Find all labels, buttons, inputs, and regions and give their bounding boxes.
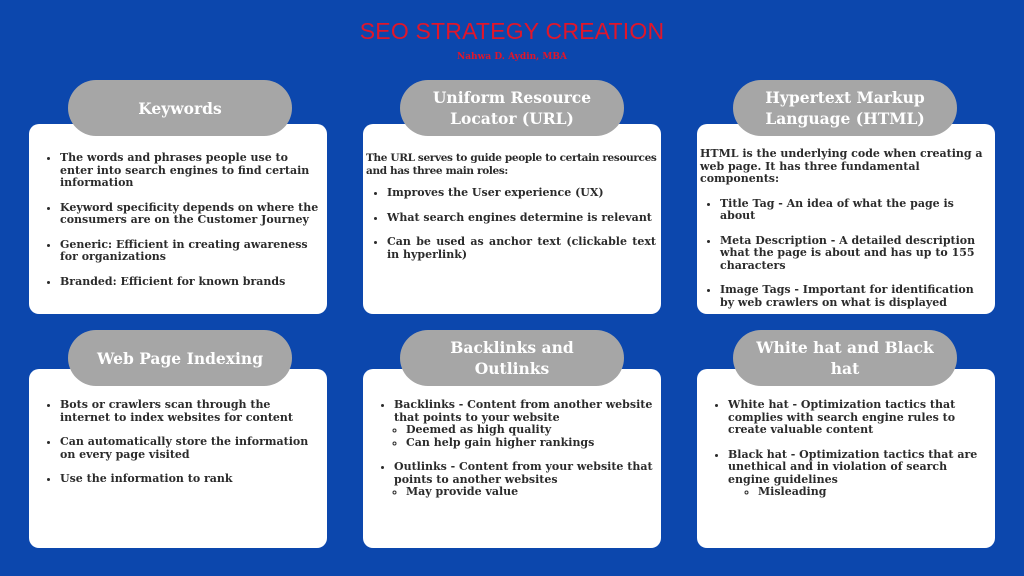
list-item: • The words and phrases people use to enter into search engines to find certain information <box>60 152 319 190</box>
url-intro: The URL serves to guide people to certain resources and has three main roles: <box>366 152 657 177</box>
links-content <box>371 399 653 511</box>
html-heading: Hypertext Markup Language (HTML) <box>733 80 957 136</box>
hats-heading: White hat and Black hat <box>733 330 957 386</box>
page-title: SEO STRATEGY CREATION <box>359 18 665 44</box>
white-hat-item: • White hat - Optimization tactics that complies with search engine rules to create valuable content <box>728 399 987 437</box>
indexing-content <box>37 399 319 498</box>
links-card <box>363 369 661 548</box>
list-item: ◦ Deemed as high quality <box>406 424 653 437</box>
links-heading: Backlinks and Outlinks <box>400 330 624 386</box>
backlinks-text: Backlinks - Content from another website that points to your website <box>394 398 653 424</box>
keywords-card <box>29 124 327 314</box>
indexing-card <box>29 369 327 548</box>
hats-content <box>705 399 987 511</box>
list-item: • Improves the User experience (UX) <box>387 187 656 200</box>
list-item: • Bots or crawlers scan through the internet to index websites for content <box>60 399 319 424</box>
list-item: ◦ Misleading <box>758 486 987 499</box>
list-item: ◦ May provide value <box>406 486 653 499</box>
hats-card <box>697 369 995 548</box>
backlinks-item <box>394 399 653 449</box>
list-item: • Image Tags - Important for identification by web crawlers on what is displayed <box>720 284 987 309</box>
indexing-heading: Web Page Indexing <box>68 330 292 386</box>
list-item: • Can be used as anchor text (clickable text in hyperlink) <box>387 236 656 261</box>
list-item: • Can automatically store the information on every page visited <box>60 436 319 461</box>
url-content <box>366 152 658 273</box>
html-intro: HTML is the underlying code when creating a web page. It has three fundamental components: <box>700 147 983 185</box>
list-item: • Title Tag - An idea of what the page is about <box>720 198 987 223</box>
author-name: Nahwa D. Aydin, MBA <box>457 52 567 62</box>
black-hat-item <box>728 449 987 499</box>
url-heading: Uniform Resource Locator (URL) <box>400 80 624 136</box>
list-item: • Meta Description - A detailed description what the page is about and has up to 155 characters <box>720 235 987 273</box>
list-item: • What search engines determine is relevant <box>387 212 656 225</box>
list-item: • Keyword specificity depends on where the consumers are on the Customer Journey <box>60 202 319 227</box>
list-item: • Branded: Efficient for known brands <box>60 276 319 289</box>
keywords-content <box>37 152 319 300</box>
url-card <box>363 124 661 314</box>
outlinks-text: Outlinks - Content from your website that points to another websites <box>394 460 653 486</box>
list-item: • Generic: Efficient in creating awareness for organizations <box>60 239 319 264</box>
list-item: ◦ Can help gain higher rankings <box>406 437 653 450</box>
keywords-heading: Keywords <box>68 80 292 136</box>
outlinks-item <box>394 461 653 499</box>
black-hat-text: Black hat - Optimization tactics that are unethical and in violation of search engine guidelines <box>728 447 978 486</box>
html-card <box>697 124 995 314</box>
html-content <box>700 148 987 321</box>
list-item: • Use the information to rank <box>60 473 319 486</box>
